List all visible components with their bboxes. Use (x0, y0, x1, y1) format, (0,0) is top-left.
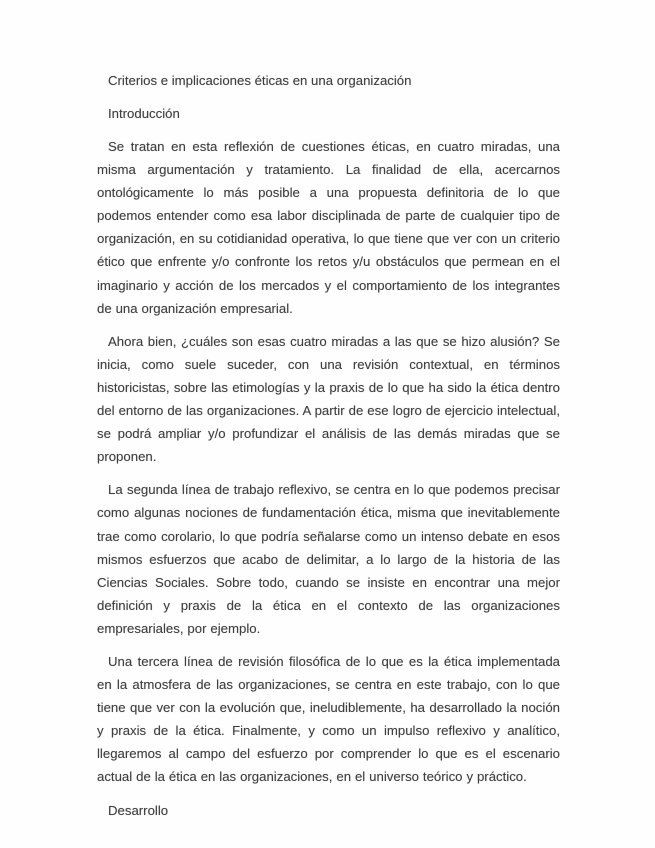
paragraph-third-line: Una tercera línea de revisión filosófica de lo que es la ética implementada en la atmosfera de las organizaciones, se centra en este trabajo, con lo que tiene que ver con la evolución que, ineludiblemente, ha desarrollado la noción y praxis de la ética. Finalmente, y como un impulso reflexivo y analítico, llegaremos al campo del esfuerzo por comprender lo que es el escenario actual de la ética en las organizaciones, en el universo teórico y práctico. (97, 653, 560, 785)
page-content (97, 69, 560, 832)
paragraph-four-views: Ahora bien, ¿cuáles son esas cuatro miradas a las que se hizo alusión? Se inicia, como suele suceder, con una revisión contextual, en términos historicistas, sobre las etimologías y la praxis de lo que ha sido la ética dentro del entorno de las organizaciones. A partir de ese logro de ejercicio intelectual, se podrá ampliar y/o profundizar el análisis de las demás miradas que se proponen. (97, 333, 560, 465)
document-title: Criterios e implicaciones éticas en una organización (108, 73, 412, 88)
section-heading-development: Desarrollo (108, 802, 169, 818)
section-heading-introduction: Introducción (108, 106, 180, 121)
paragraph-second-line: La segunda línea de trabajo reflexivo, se centra en lo que podemos precisar como algunas nociones de fundamentación ética, misma que inevitablemente trae como corolario, lo que podría señalarse como un intenso debate en esos mismos esfuerzos que acabo de delimitar, a lo largo de la historia de las Ciencias Sociales. Sobre todo, cuando se insiste en encontrar una mejor definición y praxis de la ética en el contexto de las organizaciones empresariales, por ejemplo. (97, 482, 560, 636)
paragraph-overview: Se tratan en esta reflexión de cuestiones éticas, en cuatro miradas, una misma argumentación y tratamiento. La finalidad de ella, acercarnos ontológicamente lo más posible a una propuesta definitoria de lo que podemos entender como esa labor disciplinada de parte de cualquier tipo de organización, en su cotidianidad operativa, lo que tiene que ver con un criterio ético que enfrente y/o confronte los retos y/u obstáculos que permean en el imaginario y acción de los mercados y el comportamiento de los integrantes de una organización empresarial. (97, 139, 560, 316)
